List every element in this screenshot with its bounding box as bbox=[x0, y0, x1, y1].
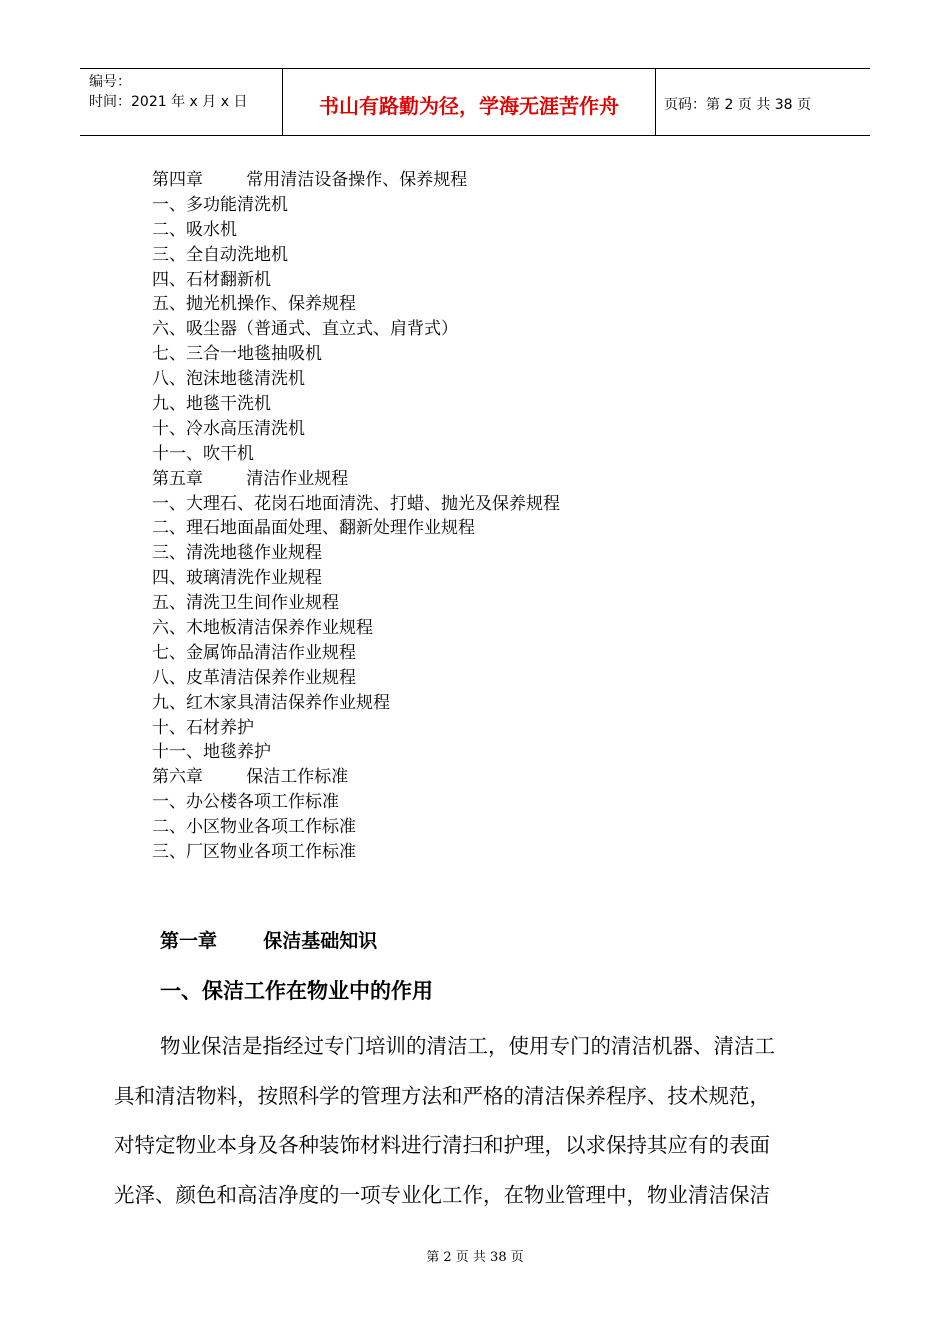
toc-chapter-5: 第五章 清洁作业规程 bbox=[152, 468, 349, 489]
toc-item: 四、石材翻新机 bbox=[152, 269, 271, 290]
paragraph-line: 物业保洁是指经过专门培训的清洁工，使用专门的清洁机器、清洁工 bbox=[160, 1034, 775, 1058]
toc-item: 三、清洗地毯作业规程 bbox=[152, 543, 322, 564]
toc-item: 三、全自动洗地机 bbox=[152, 244, 288, 265]
page-footer: 第 2 页 共 38 页 bbox=[426, 1250, 524, 1265]
toc-item: 七、金属饰品清洁作业规程 bbox=[152, 642, 356, 663]
time-label: 时间：2021 年 x 月 x 日 bbox=[89, 94, 248, 110]
toc-item: 六、吸尘器（普通式、直立式、肩背式） bbox=[152, 319, 458, 340]
toc-item: 九、红木家具清洁保养作业规程 bbox=[152, 692, 390, 713]
toc-item: 六、木地板清洁保养作业规程 bbox=[152, 618, 373, 639]
toc-item: 二、吸水机 bbox=[152, 219, 237, 240]
paragraph-line: 具和清洁物料，按照科学的管理方法和严格的清洁保养程序、技术规范， bbox=[114, 1083, 770, 1108]
toc-item: 一、办公楼各项工作标准 bbox=[152, 792, 339, 813]
toc-item: 一、大理石、花岗石地面清洗、打蜡、抛光及保养规程 bbox=[152, 493, 560, 514]
toc-item: 一、多功能清洗机 bbox=[152, 194, 288, 215]
toc-item: 十、冷水高压清洗机 bbox=[152, 418, 305, 439]
toc-item: 九、地毯干洗机 bbox=[152, 394, 271, 415]
toc-item: 二、小区物业各项工作标准 bbox=[152, 817, 356, 838]
toc-item: 三、厂区物业各项工作标准 bbox=[152, 842, 356, 863]
toc-item: 十一、吹干机 bbox=[152, 443, 254, 464]
toc-chapter-4: 第四章 常用清洁设备操作、保养规程 bbox=[152, 170, 468, 190]
number-label: 编号： bbox=[89, 74, 131, 90]
toc-item: 二、理石地面晶面处理、翻新处理作业规程 bbox=[152, 518, 475, 539]
toc-item: 八、皮革清洁保养作业规程 bbox=[152, 667, 356, 688]
toc-item: 十一、地毯养护 bbox=[152, 742, 271, 763]
toc-item: 五、抛光机操作、保养规程 bbox=[152, 294, 356, 315]
toc-item: 七、三合一地毯抽吸机 bbox=[152, 344, 322, 365]
page-header bbox=[80, 68, 870, 136]
toc-item: 四、玻璃清洗作业规程 bbox=[152, 568, 322, 589]
toc-item: 十、石材养护 bbox=[152, 717, 254, 738]
toc-item: 八、泡沫地毯清洗机 bbox=[152, 369, 305, 390]
section-heading: 一、保洁工作在物业中的作用 bbox=[160, 979, 433, 1003]
toc-item: 五、清洗卫生间作业规程 bbox=[152, 593, 339, 614]
header-motto: 书山有路勤为径，学海无涯苦作舟 bbox=[282, 69, 656, 135]
header-page-label: 页码：第 2 页 共 38 页 bbox=[664, 97, 811, 113]
header-meta bbox=[80, 69, 282, 135]
paragraph-line: 对特定物业本身及各种装饰材料进行清扫和护理，以求保持其应有的表面 bbox=[114, 1133, 770, 1157]
body-paragraph bbox=[114, 1022, 839, 1220]
chapter-heading: 第一章 保洁基础知识 bbox=[160, 930, 378, 952]
table-of-contents bbox=[152, 168, 852, 865]
toc-chapter-6: 第六章 保洁工作标准 bbox=[152, 767, 349, 788]
paragraph-line: 光泽、颜色和高洁净度的一项专业化工作，在物业管理中，物业清洁保洁 bbox=[114, 1182, 770, 1207]
